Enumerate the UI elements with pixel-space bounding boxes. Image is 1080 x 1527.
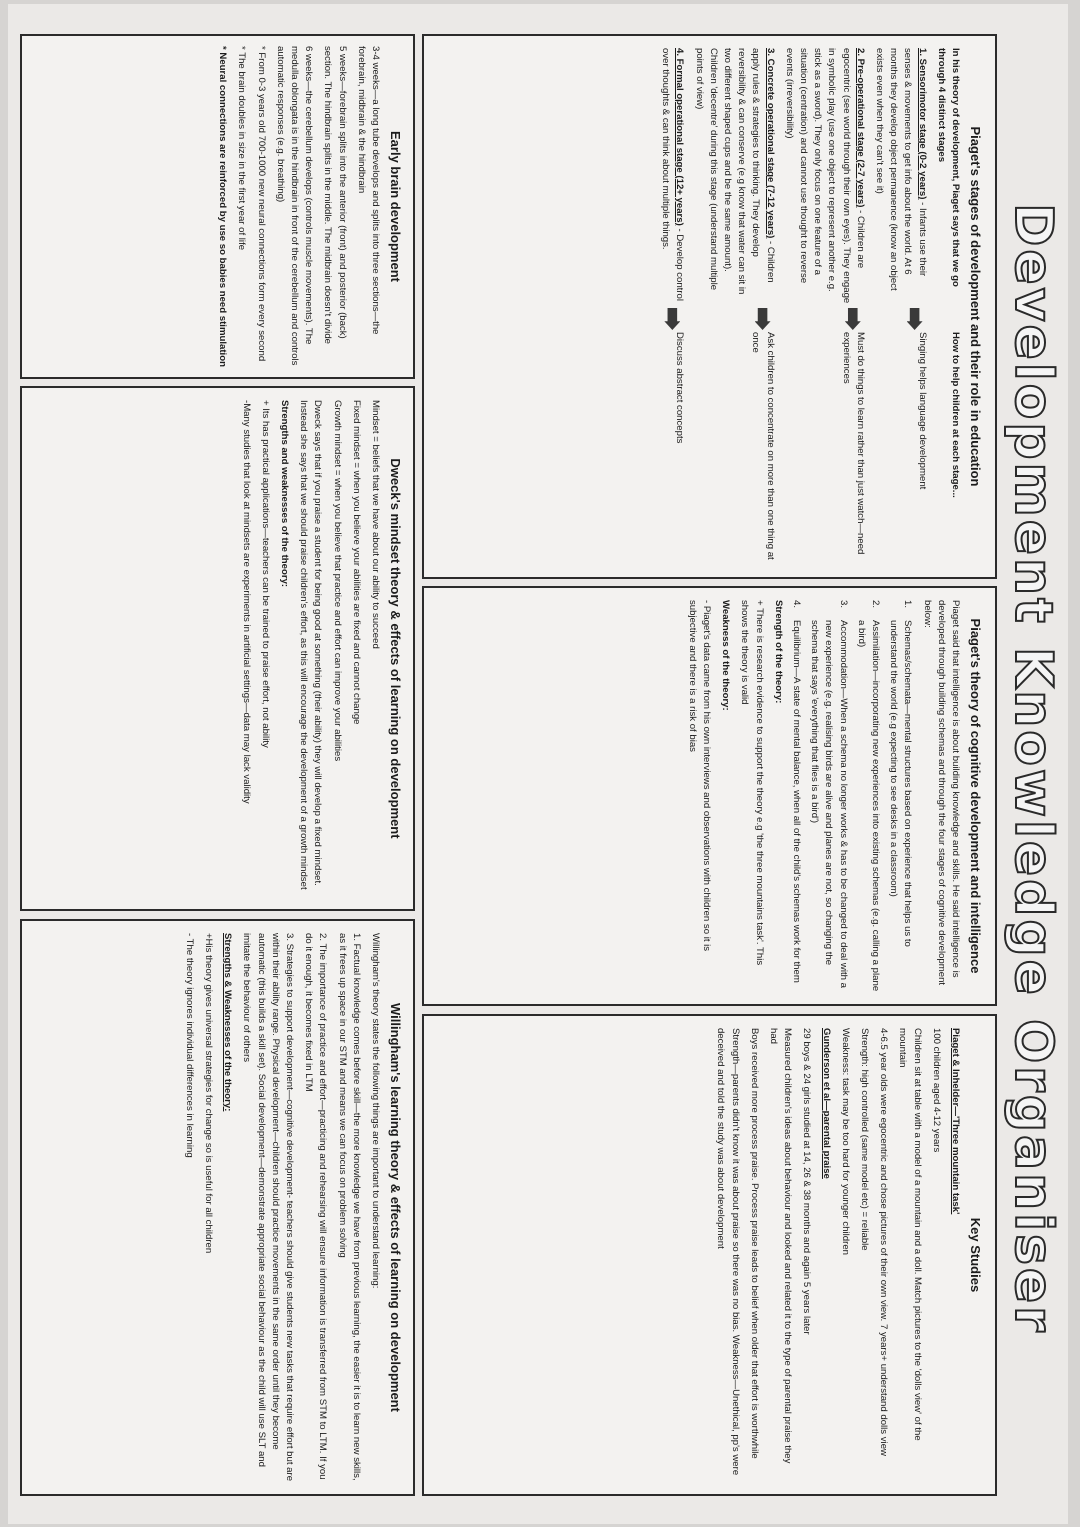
stage-name: 3. Concrete operational stage (7-12 years) [764, 48, 776, 239]
willingham-heading: Willingham's learning theory & effects of learning on development [388, 1003, 403, 1412]
early-brain-heading: Early brain development [388, 131, 403, 282]
study-item: 100 children aged 4-12 years [930, 1028, 942, 1153]
study-item: Gunderson et al—parental praise [820, 1028, 832, 1179]
piaget-cognitive-heading: Piaget's theory of cognitive development and intelligence [968, 618, 983, 974]
rotated-organiser [13, 14, 1063, 1514]
point-number: 1. [902, 600, 914, 609]
point-text: Accommodation—When a schema no longer works & has to be changed to deal with a new experience (e.g. realising birds are alive and planes are not, so changing the schema that says 'everything that flies is a bird') [809, 620, 849, 988]
dweck-item: -Many studies that look at mindsets are experiments in artificial settings—data may lack validity [240, 400, 252, 804]
stage-row [658, 48, 686, 565]
dweck-box [20, 386, 415, 911]
piaget-stages-body [658, 48, 962, 565]
study-item: Weakness: task may be too hard for younger children [839, 1028, 851, 1255]
brain-item: * Neural connections are reinforced by use so babies need stimulation [217, 46, 229, 367]
dweck-heading: Dweck's mindset theory & effects of learning on development [388, 458, 403, 839]
willingham-item: - The theory ignores individual differences in learning [183, 933, 195, 1158]
point-number: 3. [837, 600, 849, 609]
arrow-right-icon [755, 308, 771, 330]
study-item: 29 boys & 24 girls studied at 14, 26 & 38 months and again 5 years later [801, 1028, 813, 1335]
point-text: Schemas/schemata—mental structures based on experience that helps us to understand the world (e.g expecting to see desks in a classroom) [888, 620, 914, 947]
strength-text: + There is research evidence to support the theory e.g 'the three mountains task'. This shows the theory is valid [739, 600, 765, 966]
stage-row [691, 48, 776, 565]
stage-text: - Children are egocentric (see world through their own eyes). They engage in symbolic play (use one object to represent another e.g. stick as a sword). They only focus on one feature of a situation (centration) and cannot use thought to reverse events (irreversibility) [783, 48, 866, 304]
study-item: Children sit at table with a model of a mountain and a doll. Match pictures to the 'dolls view' of the mountain [897, 1028, 923, 1441]
piaget-cognitive-box [422, 586, 997, 1006]
study-item: 4-6.5 year olds were egocentric and chose pictures of their own view. 7 years+ understand dolls view [878, 1028, 890, 1456]
help-heading: How to help children at each stage... [950, 332, 961, 498]
arrow-right-icon [907, 308, 923, 330]
strength-title: Strength of the theory: [772, 600, 784, 704]
dweck-item: Strengths and weaknesses of the theory: [278, 400, 290, 588]
study-item: Strength: high controlled (same model etc) = reliable [858, 1028, 870, 1251]
study-item: Measured children's ideas about behaviour and looked and related it to the type of parental praise they had [767, 1028, 794, 1464]
stage-text: - Infants use their senses & movements to get info about the world. At 6 months they develop object permanence (know an object exists even when they can't see it) [873, 48, 928, 291]
dweck-item: + Its has practical applications—teachers can be trained to praise effort, not ability [259, 400, 271, 748]
dweck-item: Growth mindset = when you believe that practice and effort can improve your abilities [331, 400, 343, 762]
point-text: Equilibrium—A state of mental balance, when all of the child's schemas work for them [790, 620, 802, 983]
early-brain-box [20, 34, 415, 379]
page-title: Development Knowledge Organiser [1003, 203, 1063, 1335]
stage-row [782, 48, 867, 565]
paper-page [8, 4, 1068, 1524]
willingham-box [20, 919, 415, 1496]
dweck-item: Dweck says that if you praise a student for being good at something (their ability) they will develop a fixed mindset. Instead she says that we should praise children's effort, as this will encourage the development of a growth mindset [298, 400, 324, 890]
stage-text: - Children apply rules & strategies to thinking. They develop reversibility & can conserve (e.g know that water can sit in two different shaped cups and be the same amount). Children 'decentre' during this stage (understand multiple points of view) [693, 48, 776, 295]
key-studies-heading: Key Studies [968, 1217, 983, 1293]
willingham-item: 2. The importance of practice and effort—practicing and rehearsing will ensure information is transferred from STM to LTM. If you do it enough, it becomes fixed in LTM [303, 933, 329, 1480]
stage-row [872, 48, 929, 565]
arrow-right-icon [845, 308, 861, 330]
stage-help: Must do things to learn rather than just watch—need experiences [840, 332, 866, 555]
willingham-item: 1. Factual knowledge comes before skill—the more knowledge we have from previous learning, the easier it is to learn new skills, as it frees up space in our STM and means we can focus on problem solving [336, 933, 362, 1481]
willingham-item: Willingham's theory states the following things are important to understand learning: [370, 933, 381, 1289]
stage-name: 1. Sensorimotor stage (0-2 years) [916, 48, 928, 200]
stage-help: Ask children to concentrate on more than one thing at once [750, 332, 776, 560]
brain-item: 3-4 weeks—a long tube develops and splits into three sections—the forebrain, midbrain & the hindbrain [355, 46, 381, 335]
point-number: 2. [869, 600, 881, 609]
dweck-item: Mindset = beliefs that we have about our ability to succeed [370, 400, 381, 649]
arrow-right-icon [664, 308, 680, 330]
piaget-stages-intro: In his theory of development, Piaget says that we go through 4 distinct stages [935, 48, 961, 287]
study-item: Boys received more process praise. Process praise leads to belief when older that effort is worthwhile [748, 1028, 760, 1459]
piaget-stages-box [422, 34, 997, 579]
brain-item: 5 weeks—forebrain splits into the anterior (front) and posterior (back) section. The hindbrain splits in the middle. The midbrain doesn't divide [322, 46, 348, 344]
study-item: Strength—parents didn't know it was about praise so there was no bias. Weakness—Unethical, pp's were deceived and told the study was about development [715, 1028, 741, 1476]
point-number: 4. [790, 600, 802, 609]
piaget-stages-heading: Piaget's stages of development and their role in education [968, 126, 983, 487]
stage-help: Discuss abstract concepts [674, 332, 686, 444]
willingham-item: Strengths & Weaknesses of the theory: [222, 933, 234, 1112]
study-item: Piaget & Inhelder—'Three mountain task' [950, 1028, 961, 1215]
brain-item: * From 0-3 years old 700-1000 new neural connections form every second [255, 46, 267, 362]
weakness-text: - Piaget's data came from his own interviews and observations with children so it is subjective and there is a risk of bias [686, 600, 712, 952]
brain-item: 6 weeks—the cerebellum develops (controls muscle movements). The medulla oblongata is in the hindbrain in front of the cerebellum and controls automatic responses (e.g. breathing) [274, 46, 315, 366]
brain-item: * The brain doubles in size in the first year of life [236, 46, 248, 251]
key-studies-box [422, 1014, 997, 1496]
stage-name: 2. Pre-operational stage (2-7 years) [854, 48, 866, 208]
dweck-item: Fixed mindset = when you believe your abilities are fixed and cannot change [350, 400, 362, 725]
stage-name: 4. Formal operational stage (12+ years) [674, 48, 686, 226]
willingham-item: 3. Strategies to support development—cognitive development- teachers should give students new tasks that require effort but are within their ability range. Physical development—children should practice movements in the same order until they become automatic (this builds a skill set). Social development—demonstrate appropriate social behaviour as the child will use SLT and imitate the behaviour of others [241, 933, 295, 1482]
stage-help: Singing helps language development [916, 332, 928, 490]
willingham-item: +His theory gives universal strategies for change so is useful for all children [202, 933, 214, 1254]
stage-text: - Develop control over thoughts & can think about multiple things. [660, 48, 686, 302]
weakness-title: Weakness of the theory: [720, 600, 732, 711]
point-text: Assimilation—incorporating new experiences into existing schemas (e.g. calling a plane a bird) [855, 620, 881, 992]
piaget-cognitive-intro: Piaget said that intelligence is about building knowledge and skills. He said intelligence is developed through building schemas and through the four stages of cognitive development below: [921, 600, 961, 986]
